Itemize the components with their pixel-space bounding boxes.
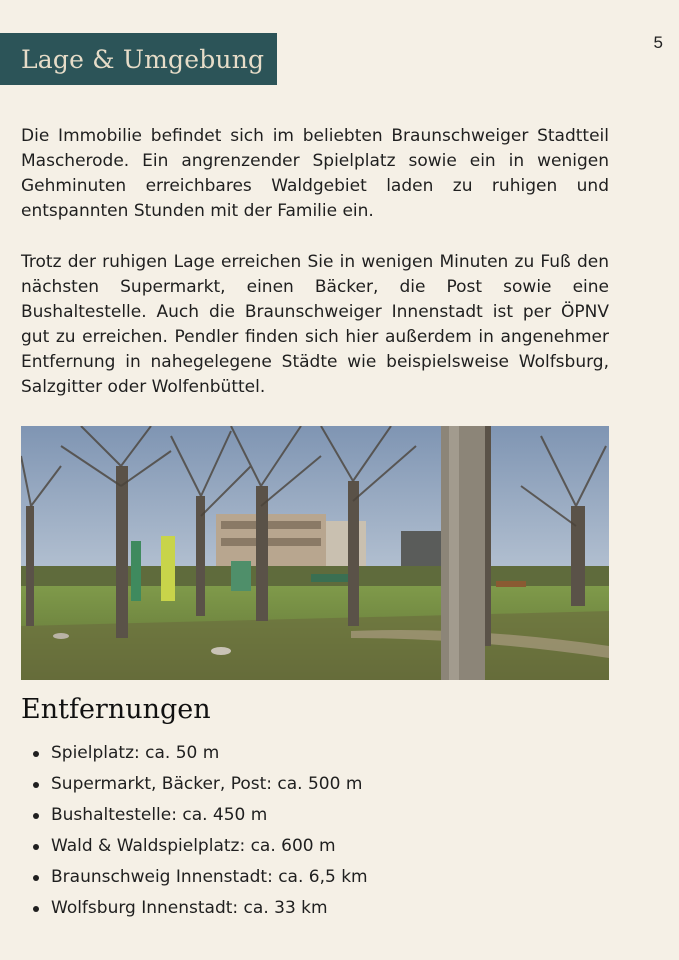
intro-paragraph-1-text: Die Immobilie befindet sich im beliebten Braunschweiger Stadtteil Mascherode. Ein angrenzender Spielplatz sowie ein in wenigen Gehminuten erreichbares Waldgebiet laden zu ruhigen und entspannten Stunden mit der Familie ein. [21,126,609,221]
bullet-icon [33,875,39,881]
list-item-text: Supermarkt, Bäcker, Post: ca. 500 m [51,774,363,794]
list-item [21,831,368,862]
title-band [0,33,277,85]
list-item-text: Braunschweig Innenstadt: ca. 6,5 km [51,867,368,887]
list-item-text: Wald & Waldspielplatz: ca. 600 m [51,836,336,856]
list-item [21,862,368,893]
list-item [21,738,368,769]
bullet-icon [33,751,39,757]
list-item [21,769,368,800]
list-item [21,800,368,831]
neighborhood-photo [21,426,609,680]
list-item-text: Spielplatz: ca. 50 m [51,743,220,763]
intro-paragraph-2-text: Trotz der ruhigen Lage erreichen Sie in wenigen Minuten zu Fuß den nächsten Supermarkt, einen Bäcker, die Post sowie eine Bushaltestelle. Auch die Braunschweiger Innenstadt ist per ÖPNV gut zu erreichen. Pendler finden sich hier außerdem in angenehmer Entfernung in nahegelegene Städte wie beispielsweise Wolfsburg, Salzgitter oder Wolfenbüttel. [21,252,609,397]
page-title: Lage & Umgebung [21,44,265,74]
bullet-icon [33,813,39,819]
list-item-text: Wolfsburg Innenstadt: ca. 33 km [51,898,328,918]
page-number: 5 [653,33,663,52]
bullet-icon [33,782,39,788]
intro-paragraph-2 [21,250,609,400]
distances-heading: Entfernungen [21,694,211,725]
bullet-icon [33,906,39,912]
list-item-text: Bushaltestelle: ca. 450 m [51,805,268,825]
distance-list [21,738,368,924]
list-item [21,893,368,924]
intro-paragraph-1 [21,124,609,224]
bullet-icon [33,844,39,850]
